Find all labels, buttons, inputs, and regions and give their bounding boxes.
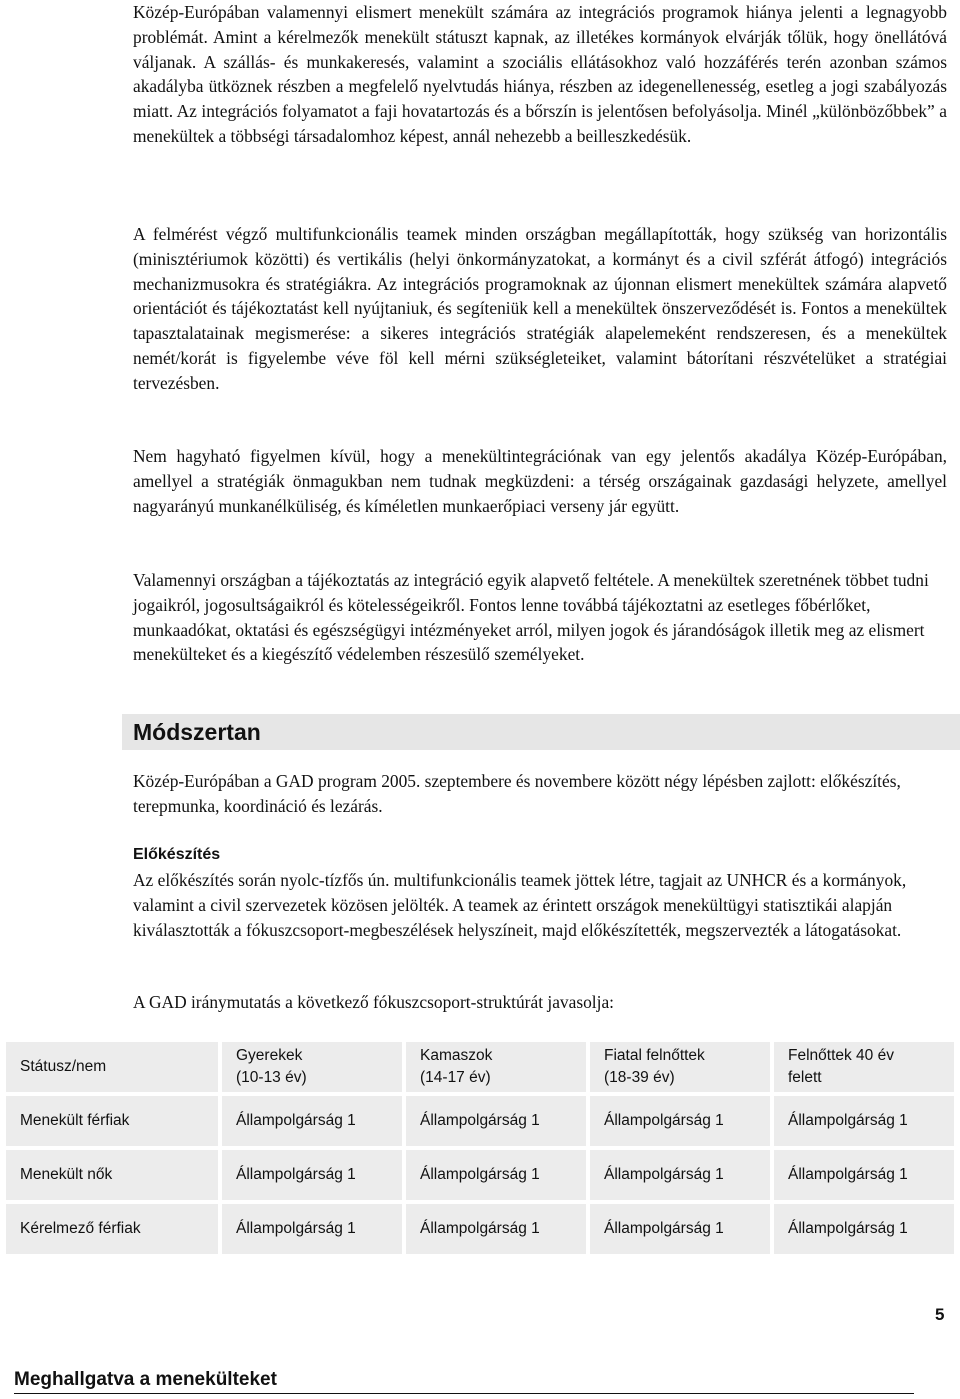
paragraph-gad-program: Közép-Európában a GAD program 2005. szeptembere és novembere között négy lépésben zajlott: előkészítés, terepmunka, koordináció és lezárás. (133, 771, 901, 816)
subheading-preparation: Előkészítés (133, 846, 221, 863)
table-cell: Állampolgárság 1 (590, 1150, 770, 1200)
row-label: Menekült nők (6, 1150, 218, 1200)
header-cell-young-adults: Fiatal felnőttek (18-39 év) (590, 1042, 770, 1092)
header-cell-children: Gyerekek (10-13 év) (222, 1042, 402, 1092)
table-row (6, 1096, 954, 1146)
table-header-row (6, 1042, 954, 1092)
table-cell: Állampolgárság 1 (774, 1204, 954, 1254)
page-number: 5 (935, 1305, 945, 1324)
table-cell: Állampolgárság 1 (406, 1150, 586, 1200)
row-label: Kérelmező férfiak (6, 1204, 218, 1254)
footer-title: Meghallgatva a menekülteket (14, 1369, 277, 1390)
table-cell: Állampolgárság 1 (406, 1204, 586, 1254)
paragraph-table-intro: A GAD iránymutatás a következő fókuszcsoport-struktúrát javasolja: (133, 992, 615, 1012)
table-cell: Állampolgárság 1 (406, 1096, 586, 1146)
table-cell: Állampolgárság 1 (222, 1096, 402, 1146)
table-row (6, 1204, 954, 1254)
header-cell-status: Státusz/nem (6, 1042, 218, 1092)
footer-rule (14, 1393, 914, 1394)
focus-group-table (2, 1038, 958, 1258)
table-cell: Állampolgárság 1 (590, 1096, 770, 1146)
header-cell-adults: Felnőttek 40 év felett (774, 1042, 954, 1092)
paragraph-team-findings: A felmérést végző multifunkcionális teamek minden országban megállapították, hogy szükség van horizontális (minisztériumok közötti) és vertikális (helyi önkormányzatokat, a kormányt és a civil szférát átfogó) integrációs mechanizmusokra és stratégiákra. Az integrációs programoknak az újonnan elismert menekültek számára alapvető orientációt és tájékoztatást kell nyújtaniuk, és segíteniük kell a menekültek önszerveződését is. Fontos a menekültek tapasztalatainak megismerése: a sikeres integrációs stratégiák alapelemeként rendszeresen, és a menekültek nemét/korát is figyelembe véve föl kell mérni szükségleteiket, valamint bátorítani részvételüket a stratégiai tervezésben. (133, 224, 947, 393)
row-label: Menekült férfiak (6, 1096, 218, 1146)
table-cell: Állampolgárság 1 (774, 1096, 954, 1146)
paragraph-integration-problems: Közép-Európában valamennyi elismert menekült számára az integrációs programok hiánya jelenti a legnagyobb problémát. Amint a kérelmezők menekült státuszt kapnak, az illetékes kormányok elvárják tőlük, hogy önellátóvá váljanak. A szállás- és munkakeresés, valamint a szociális ellátásokhoz való hozzáférés terén azonban számos akadályba ütköznek részben a megfelelő nyelvtudás hiánya, részben az idegenellenesség, esetleg a jogi szabályozás miatt. Az integrációs folyamatot a faji hovatartozás és a bőrszín is jelentősen befolyásolja. Minél „különbözőbbek” a menekültek a többségi társadalomhoz képest, annál nehezebb a beilleszkedésük. (133, 2, 947, 146)
table-cell: Állampolgárság 1 (774, 1150, 954, 1200)
paragraph-information: Valamennyi országban a tájékoztatás az integráció egyik alapvető feltétele. A menekültek szeretnének többet tudni jogaikról, jogosultságaikról és kötelességeikről. Fontos lenne továbbá tájékoztatni az esetleges főbérlőket, munkaadókat, oktatási és egészségügyi intézményeket arról, milyen jogok és járandóságok illetik meg az elismert menekülteket és a kiegészítő védelemben részesülő személyeket. (133, 570, 929, 665)
header-cell-teenagers: Kamaszok (14-17 év) (406, 1042, 586, 1092)
table-row (6, 1150, 954, 1200)
section-heading-methodology: Módszertan (133, 719, 261, 745)
paragraph-economic-obstacle: Nem hagyható figyelmen kívül, hogy a menekültintegrációnak van egy jelentős akadálya Közép-Európában, amellyel a stratégiák önmagukban nem tudnak megküzdeni: a térség országainak gazdasági helyzete, amellyel nagyarányú munkanélküliség, és kíméletlen munkaerőpiaci verseny jár együtt. (133, 446, 947, 516)
paragraph-preparation: Az előkészítés során nyolc-tízfős ún. multifunkcionális teamek jöttek létre, tagjait az UNHCR és a kormányok, valamint a civil szervezetek közösen jelölték. A teamek az érintett országok menekültügyi statisztikái alapján kiválasztották a fókuszcsoport-megbeszélések helyszíneit, majd előkészítették, megszervezték a látogatásokat. (133, 870, 907, 940)
table-cell: Állampolgárság 1 (222, 1150, 402, 1200)
table-cell: Állampolgárság 1 (222, 1204, 402, 1254)
table-cell: Állampolgárság 1 (590, 1204, 770, 1254)
